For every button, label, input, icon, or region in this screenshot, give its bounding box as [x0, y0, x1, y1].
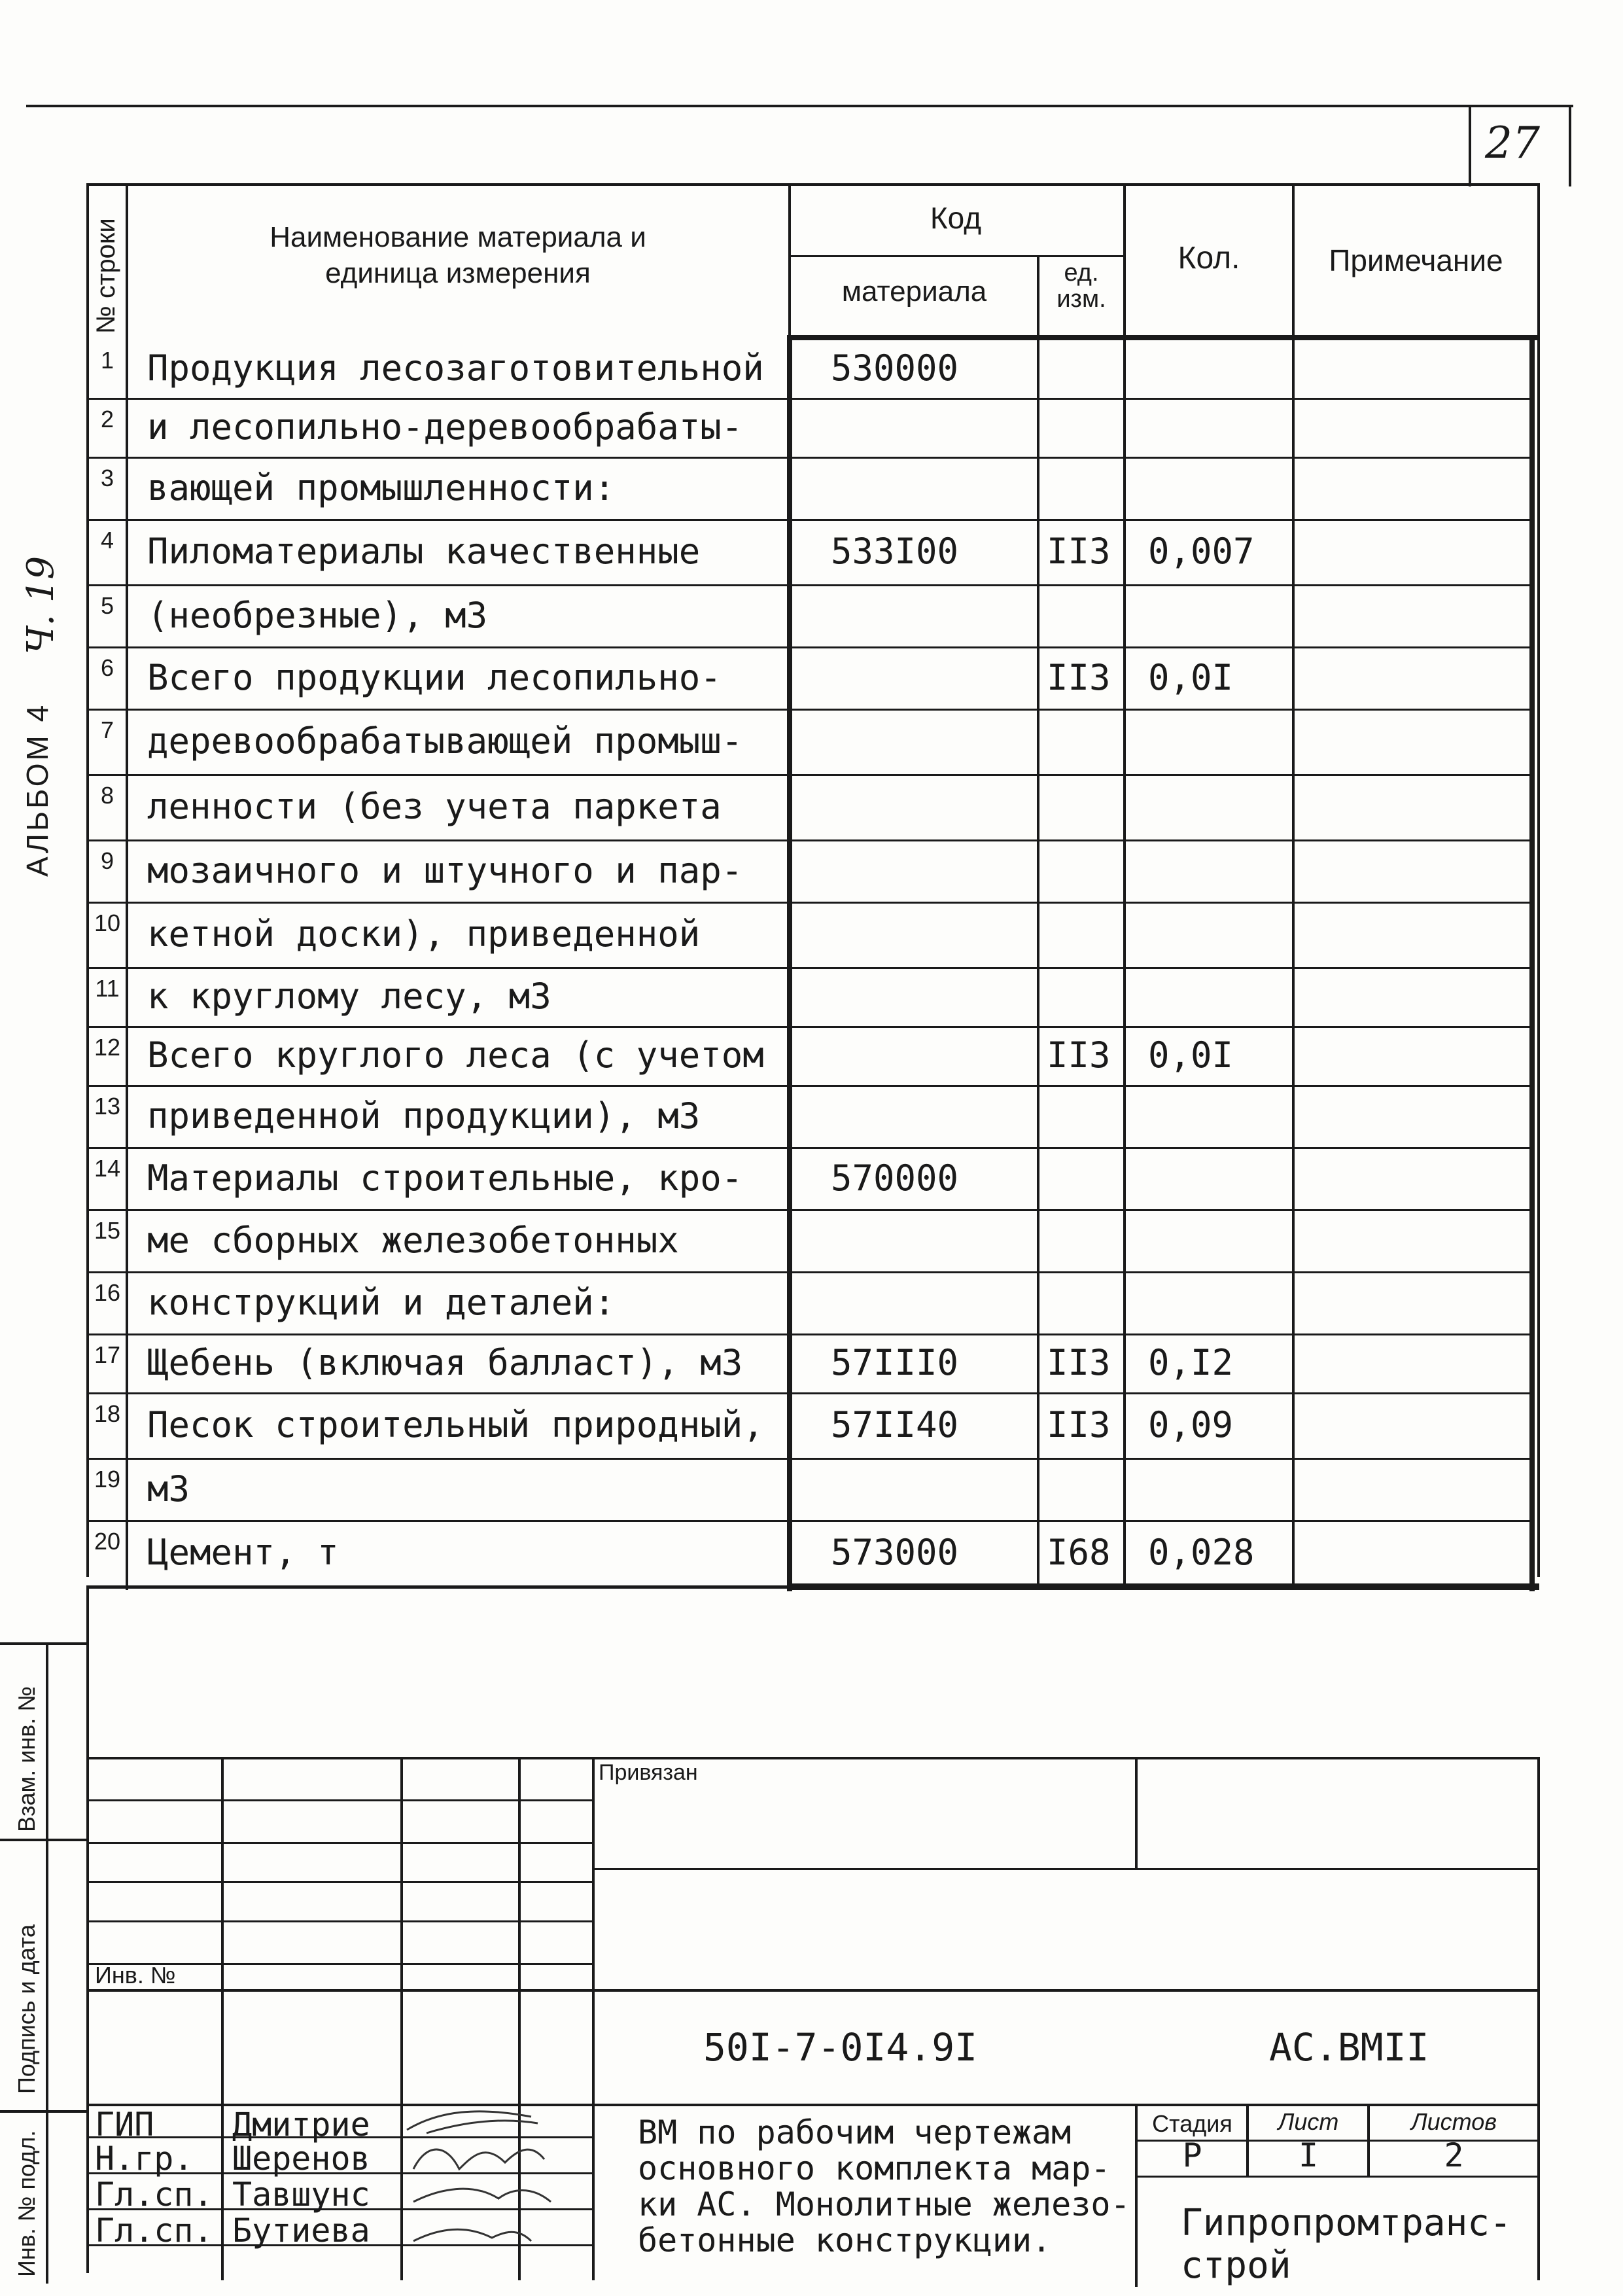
header-row-no: № строки — [92, 218, 120, 334]
sheet-label: Лист — [1278, 2108, 1339, 2135]
material-name: Всего продукции лесопильно- — [147, 656, 722, 698]
unit-code: II3 — [1047, 1404, 1111, 1445]
stamp-name: Шеренов — [232, 2140, 370, 2178]
table-row — [0, 903, 1623, 968]
stage-value: Р — [1182, 2136, 1202, 2174]
material-name: ленности (без учета паркета — [147, 786, 722, 827]
row-number: 8 — [100, 782, 114, 809]
table-row — [0, 968, 1623, 1027]
stamp-title-line: бетонные конструкции. — [638, 2221, 1052, 2259]
quantity: 0,09 — [1148, 1404, 1234, 1445]
row-number: 15 — [94, 1217, 121, 1244]
row-number: 13 — [94, 1093, 121, 1120]
doc-mark: АС.ВМII — [1269, 2025, 1429, 2070]
row-number: 9 — [100, 847, 114, 874]
unit-code: I68 — [1047, 1532, 1111, 1573]
material-name: м3 — [147, 1468, 190, 1510]
row-number: 5 — [100, 592, 114, 619]
unit-code: II3 — [1047, 1034, 1111, 1076]
stamp-role: Гл.сп. — [95, 2212, 213, 2250]
material-code: 530000 — [831, 347, 959, 389]
sheets-value: 2 — [1444, 2136, 1464, 2174]
header-unit-code: ед. изм. — [1056, 259, 1106, 313]
material-name: Продукция лесозаготовительной — [147, 347, 764, 389]
header-name: Наименование материала и единица измерения — [270, 221, 646, 289]
header-code: Код — [930, 201, 982, 235]
row-number: 1 — [100, 347, 114, 374]
quantity: 0,0I — [1148, 1034, 1234, 1076]
row-number: 10 — [94, 910, 121, 936]
material-code: 57II40 — [831, 1404, 959, 1445]
stamp-name: Тавшунс — [232, 2176, 370, 2214]
table-row — [0, 520, 1623, 586]
table-row — [0, 648, 1623, 710]
side-inv-podl: Инв. № подл. — [13, 2130, 40, 2277]
material-name: вающей промышленности: — [147, 467, 616, 508]
quantity: 0,0I — [1148, 656, 1234, 698]
stamp-name: Бутиева — [232, 2212, 370, 2250]
org-name-2: строй — [1181, 2244, 1291, 2287]
table-row — [0, 1273, 1623, 1335]
material-code: 533I00 — [831, 531, 959, 572]
table-row — [0, 710, 1623, 775]
album-label: АЛЬБОМ 4 — [20, 702, 54, 877]
table-row — [0, 399, 1623, 458]
material-name: кетной доски), приведенной — [147, 913, 701, 955]
table-row — [0, 1210, 1623, 1273]
unit-code: II3 — [1047, 656, 1111, 698]
material-code: 57III0 — [831, 1342, 959, 1383]
album-handwritten: Ч. 19 — [20, 556, 62, 654]
stamp-name: Дмитрие — [232, 2106, 370, 2144]
header-material-code: материала — [841, 275, 987, 308]
material-name: деревообрабатывающей промыш- — [147, 720, 743, 762]
row-number: 7 — [100, 716, 114, 743]
material-name: ме сборных железобетонных — [147, 1219, 679, 1261]
table-row — [0, 1086, 1623, 1148]
material-name: Пиломатериалы качественные — [147, 531, 701, 572]
material-name: Щебень (включая балласт), м3 — [147, 1342, 743, 1383]
material-name: мозаичного и штучного и пар- — [147, 849, 743, 891]
row-number: 16 — [94, 1279, 121, 1306]
inv-no-label: Инв. № — [95, 1962, 176, 1988]
sheets-label: Листов — [1410, 2108, 1497, 2135]
row-number: 17 — [94, 1341, 121, 1368]
stamp-title-line: ки АС. Монолитные железо- — [638, 2185, 1130, 2223]
material-name: приведенной продукции), м3 — [147, 1095, 701, 1137]
row-number: 18 — [94, 1400, 121, 1427]
privyazan-label: Привязан — [599, 1760, 698, 1785]
table-row — [0, 1394, 1623, 1459]
material-name: Всего круглого леса (с учетом — [147, 1034, 764, 1076]
table-row — [0, 1459, 1623, 1521]
unit-code: II3 — [1047, 1342, 1111, 1383]
stamp-title-line: основного комплекта мар- — [638, 2149, 1111, 2187]
row-number: 6 — [100, 654, 114, 681]
material-name: (необрезные), м3 — [147, 594, 488, 636]
table-row — [0, 775, 1623, 841]
row-number: 20 — [94, 1528, 121, 1555]
table-row — [0, 841, 1623, 903]
doc-code: 50I-7-0I4.9I — [703, 2025, 978, 2070]
quantity: 0,007 — [1148, 531, 1255, 572]
stamp-role: Гл.сп. — [95, 2176, 213, 2214]
unit-code: II3 — [1047, 531, 1111, 572]
quantity: 0,I2 — [1148, 1342, 1234, 1383]
table-row — [0, 1521, 1623, 1587]
row-number: 3 — [100, 465, 114, 491]
table-row — [0, 1335, 1623, 1394]
header-qty: Кол. — [1178, 241, 1240, 275]
table-row — [0, 586, 1623, 648]
material-name: к круглому лесу, м3 — [147, 976, 551, 1017]
sheet-value: I — [1298, 2136, 1319, 2174]
material-name: конструкций и деталей: — [147, 1281, 616, 1323]
table-row — [0, 340, 1623, 399]
header-note: Примечание — [1329, 243, 1503, 277]
side-podpis: Подпись и дата — [13, 1924, 40, 2094]
material-name: Цемент, т — [147, 1532, 339, 1573]
table-row — [0, 1148, 1623, 1210]
row-number: 19 — [94, 1466, 121, 1492]
table-row — [0, 1027, 1623, 1086]
row-number: 2 — [100, 406, 114, 433]
stamp-role: Н.гр. — [95, 2140, 194, 2178]
stamp-role: ГИП — [95, 2106, 154, 2144]
row-number: 11 — [95, 975, 120, 1002]
org-name: Гипропромтранс- — [1181, 2202, 1512, 2244]
row-number: 14 — [94, 1155, 121, 1182]
table-row — [0, 458, 1623, 520]
page-number: 27 — [1485, 118, 1540, 168]
stage-label: Стадия — [1152, 2110, 1232, 2137]
material-name: Материалы строительные, кро- — [147, 1157, 743, 1199]
side-vzam: Взам. инв. № — [13, 1686, 40, 1832]
stamp-title-line: ВМ по рабочим чертежам — [638, 2113, 1072, 2151]
material-name: и лесопильно-деревообрабаты- — [147, 406, 743, 448]
signatures — [400, 2104, 597, 2274]
material-name: Песок строительный природный, — [147, 1404, 764, 1445]
material-code: 573000 — [831, 1532, 959, 1573]
quantity: 0,028 — [1148, 1532, 1255, 1573]
row-number: 12 — [94, 1034, 121, 1061]
row-number: 4 — [100, 527, 114, 554]
material-code: 570000 — [831, 1157, 959, 1199]
